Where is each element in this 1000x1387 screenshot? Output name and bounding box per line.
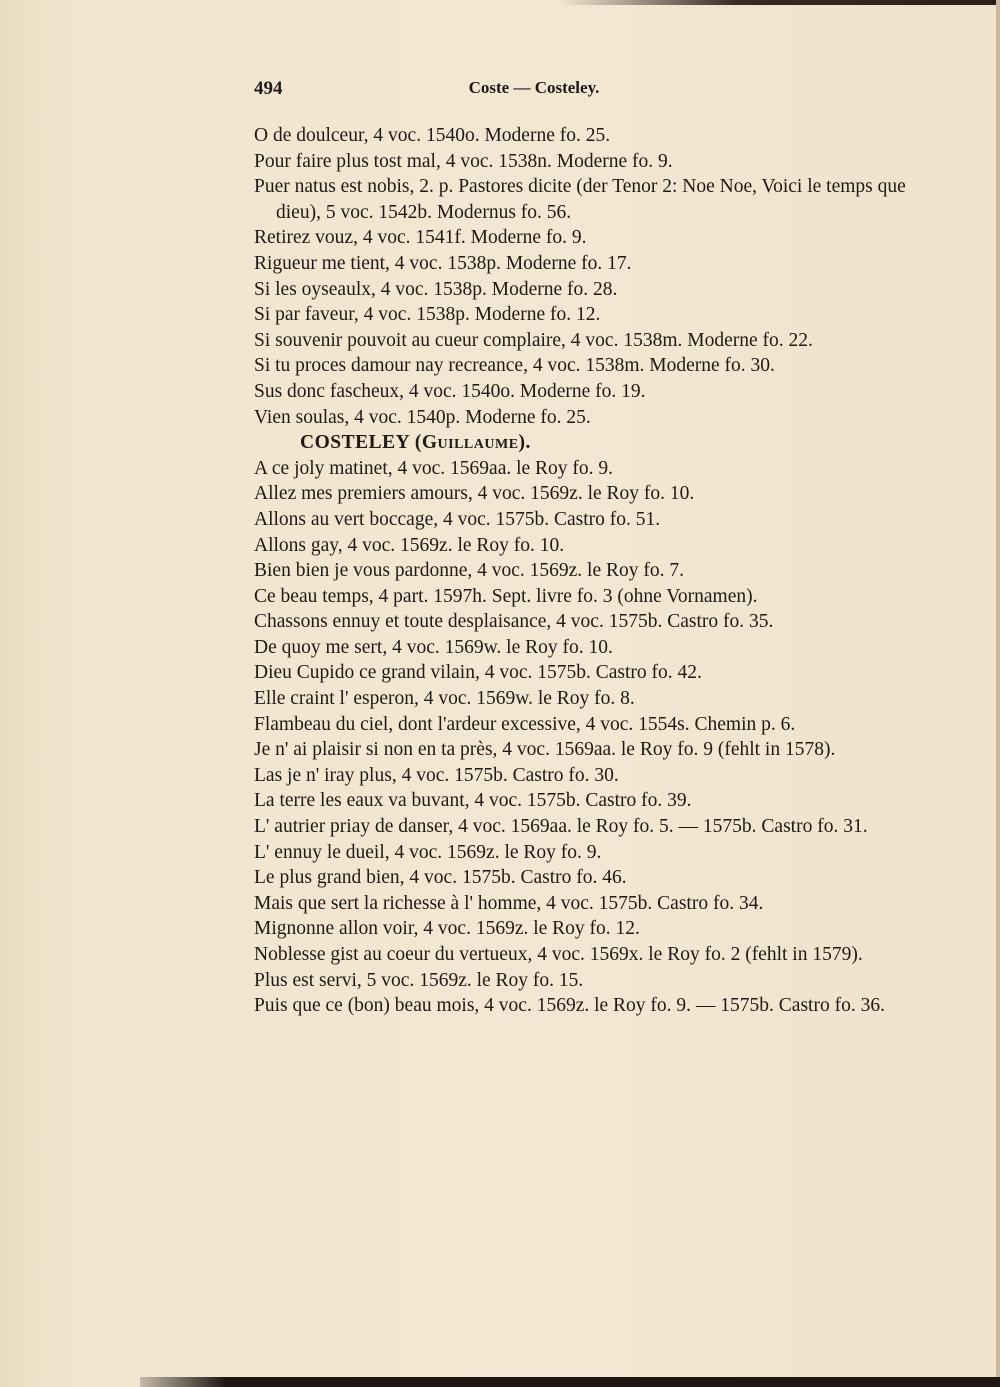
page-right-edge (996, 0, 1000, 1387)
catalog-entry: Chassons ennuy et toute desplaisance, 4 voc. 1575b. Castro fo. 35. (254, 611, 774, 633)
catalog-entry: Si par faveur, 4 voc. 1538p. Moderne fo. 12. (254, 304, 601, 326)
catalog-entry: A ce joly matinet, 4 voc. 1569aa. le Roy fo. 9. (254, 457, 614, 479)
page-top-edge-shadow (560, 0, 1000, 5)
catalog-entry: Le plus grand bien, 4 voc. 1575b. Castro fo. 46. (254, 867, 627, 889)
catalog-entry: Bien bien je vous pardonne, 4 voc. 1569z. le Roy fo. 7. (254, 560, 684, 582)
catalog-entry: Allez mes premiers amours, 4 voc. 1569z. le Roy fo. 10. (254, 483, 695, 505)
composer-heading (254, 430, 918, 456)
page-header (254, 78, 914, 108)
catalog-entry: Plus est servi, 5 voc. 1569z. le Roy fo. 15. (254, 969, 584, 991)
catalog-entry: Si souvenir pouvoit au cueur complaire, 4 voc. 1538m. Moderne fo. 22. (254, 329, 813, 351)
page-number: 494 (254, 78, 283, 99)
catalog-entry: De quoy me sert, 4 voc. 1569w. le Roy fo. 10. (254, 636, 613, 658)
page-bottom-edge (140, 1377, 1000, 1387)
catalog-entry: Allons au vert boccage, 4 voc. 1575b. Castro fo. 51. (254, 508, 661, 530)
catalog-entry: Mais que sert la richesse à l' homme, 4 voc. 1575b. Castro fo. 34. (254, 892, 764, 914)
catalog-entry: L' ennuy le dueil, 4 voc. 1569z. le Roy fo. 9. (254, 841, 602, 863)
catalog-entry: Ce beau temps, 4 part. 1597h. Sept. livre fo. 3 (ohne Vornamen). (254, 585, 758, 607)
catalog-entry: Dieu Cupido ce grand vilain, 4 voc. 1575b. Castro fo. 42. (254, 662, 702, 684)
catalog-body (254, 123, 918, 1019)
composer-given-name: Guillaume (421, 432, 519, 454)
catalog-entry: Retirez vouz, 4 voc. 1541f. Moderne fo. 9. (254, 227, 587, 249)
entries-after-list (254, 456, 918, 1019)
catalog-entry: Je n' ai plaisir si non en ta près, 4 voc. 1569aa. le Roy fo. 9 (fehlt in 1578). (254, 739, 836, 761)
composer-paren-open: ( (414, 432, 422, 454)
catalog-entry: O de doulceur, 4 voc. 1540o. Moderne fo. 25. (254, 125, 611, 146)
catalog-entry: Flambeau du ciel, dont l'ardeur excessive, 4 voc. 1554s. Chemin p. 6. (254, 713, 796, 735)
catalog-entry: Si les oyseaulx, 4 voc. 1538p. Moderne fo. 28. (254, 278, 618, 300)
catalog-entry: Las je n' iray plus, 4 voc. 1575b. Castro fo. 30. (254, 764, 619, 786)
catalog-entry: Rigueur me tient, 4 voc. 1538p. Moderne fo. 17. (254, 252, 632, 274)
catalog-entry: Si tu proces damour nay recreance, 4 voc. 1538m. Moderne fo. 30. (254, 355, 775, 377)
composer-paren-close: ). (518, 432, 531, 454)
catalog-entry: Puer natus est nobis, 2. p. Pastores dicite (der Tenor 2: Noe Noe, Voici le temps que dieu), 5 voc. 1542b. Modernus fo. 56. (254, 176, 906, 223)
running-head: Coste — Costeley. (468, 78, 600, 97)
catalog-entry: Noblesse gist au coeur du vertueux, 4 voc. 1569x. le Roy fo. 2 (fehlt in 1579). (254, 944, 863, 965)
catalog-entry: Vien soulas, 4 voc. 1540p. Moderne fo. 25. (254, 406, 591, 428)
catalog-entry: Pour faire plus tost mal, 4 voc. 1538n. Moderne fo. 9. (254, 150, 673, 172)
catalog-entry: L' autrier priay de danser, 4 voc. 1569aa. le Roy fo. 5. — 1575b. Castro fo. 31. (254, 816, 868, 838)
catalog-entry: Allons gay, 4 voc. 1569z. le Roy fo. 10. (254, 534, 565, 556)
composer-surname: COSTELEY (300, 432, 410, 454)
entries-before-list (254, 123, 918, 430)
catalog-entry: La terre les eaux va buvant, 4 voc. 1575b. Castro fo. 39. (254, 790, 692, 812)
catalog-entry: Sus donc fascheux, 4 voc. 1540o. Moderne fo. 19. (254, 380, 646, 402)
catalog-entry: Puis que ce (bon) beau mois, 4 voc. 1569z. le Roy fo. 9. — 1575b. Castro fo. 36. (254, 995, 885, 1017)
catalog-entry: Mignonne allon voir, 4 voc. 1569z. le Roy fo. 12. (254, 918, 640, 940)
catalog-entry: Elle craint l' esperon, 4 voc. 1569w. le Roy fo. 8. (254, 688, 635, 710)
